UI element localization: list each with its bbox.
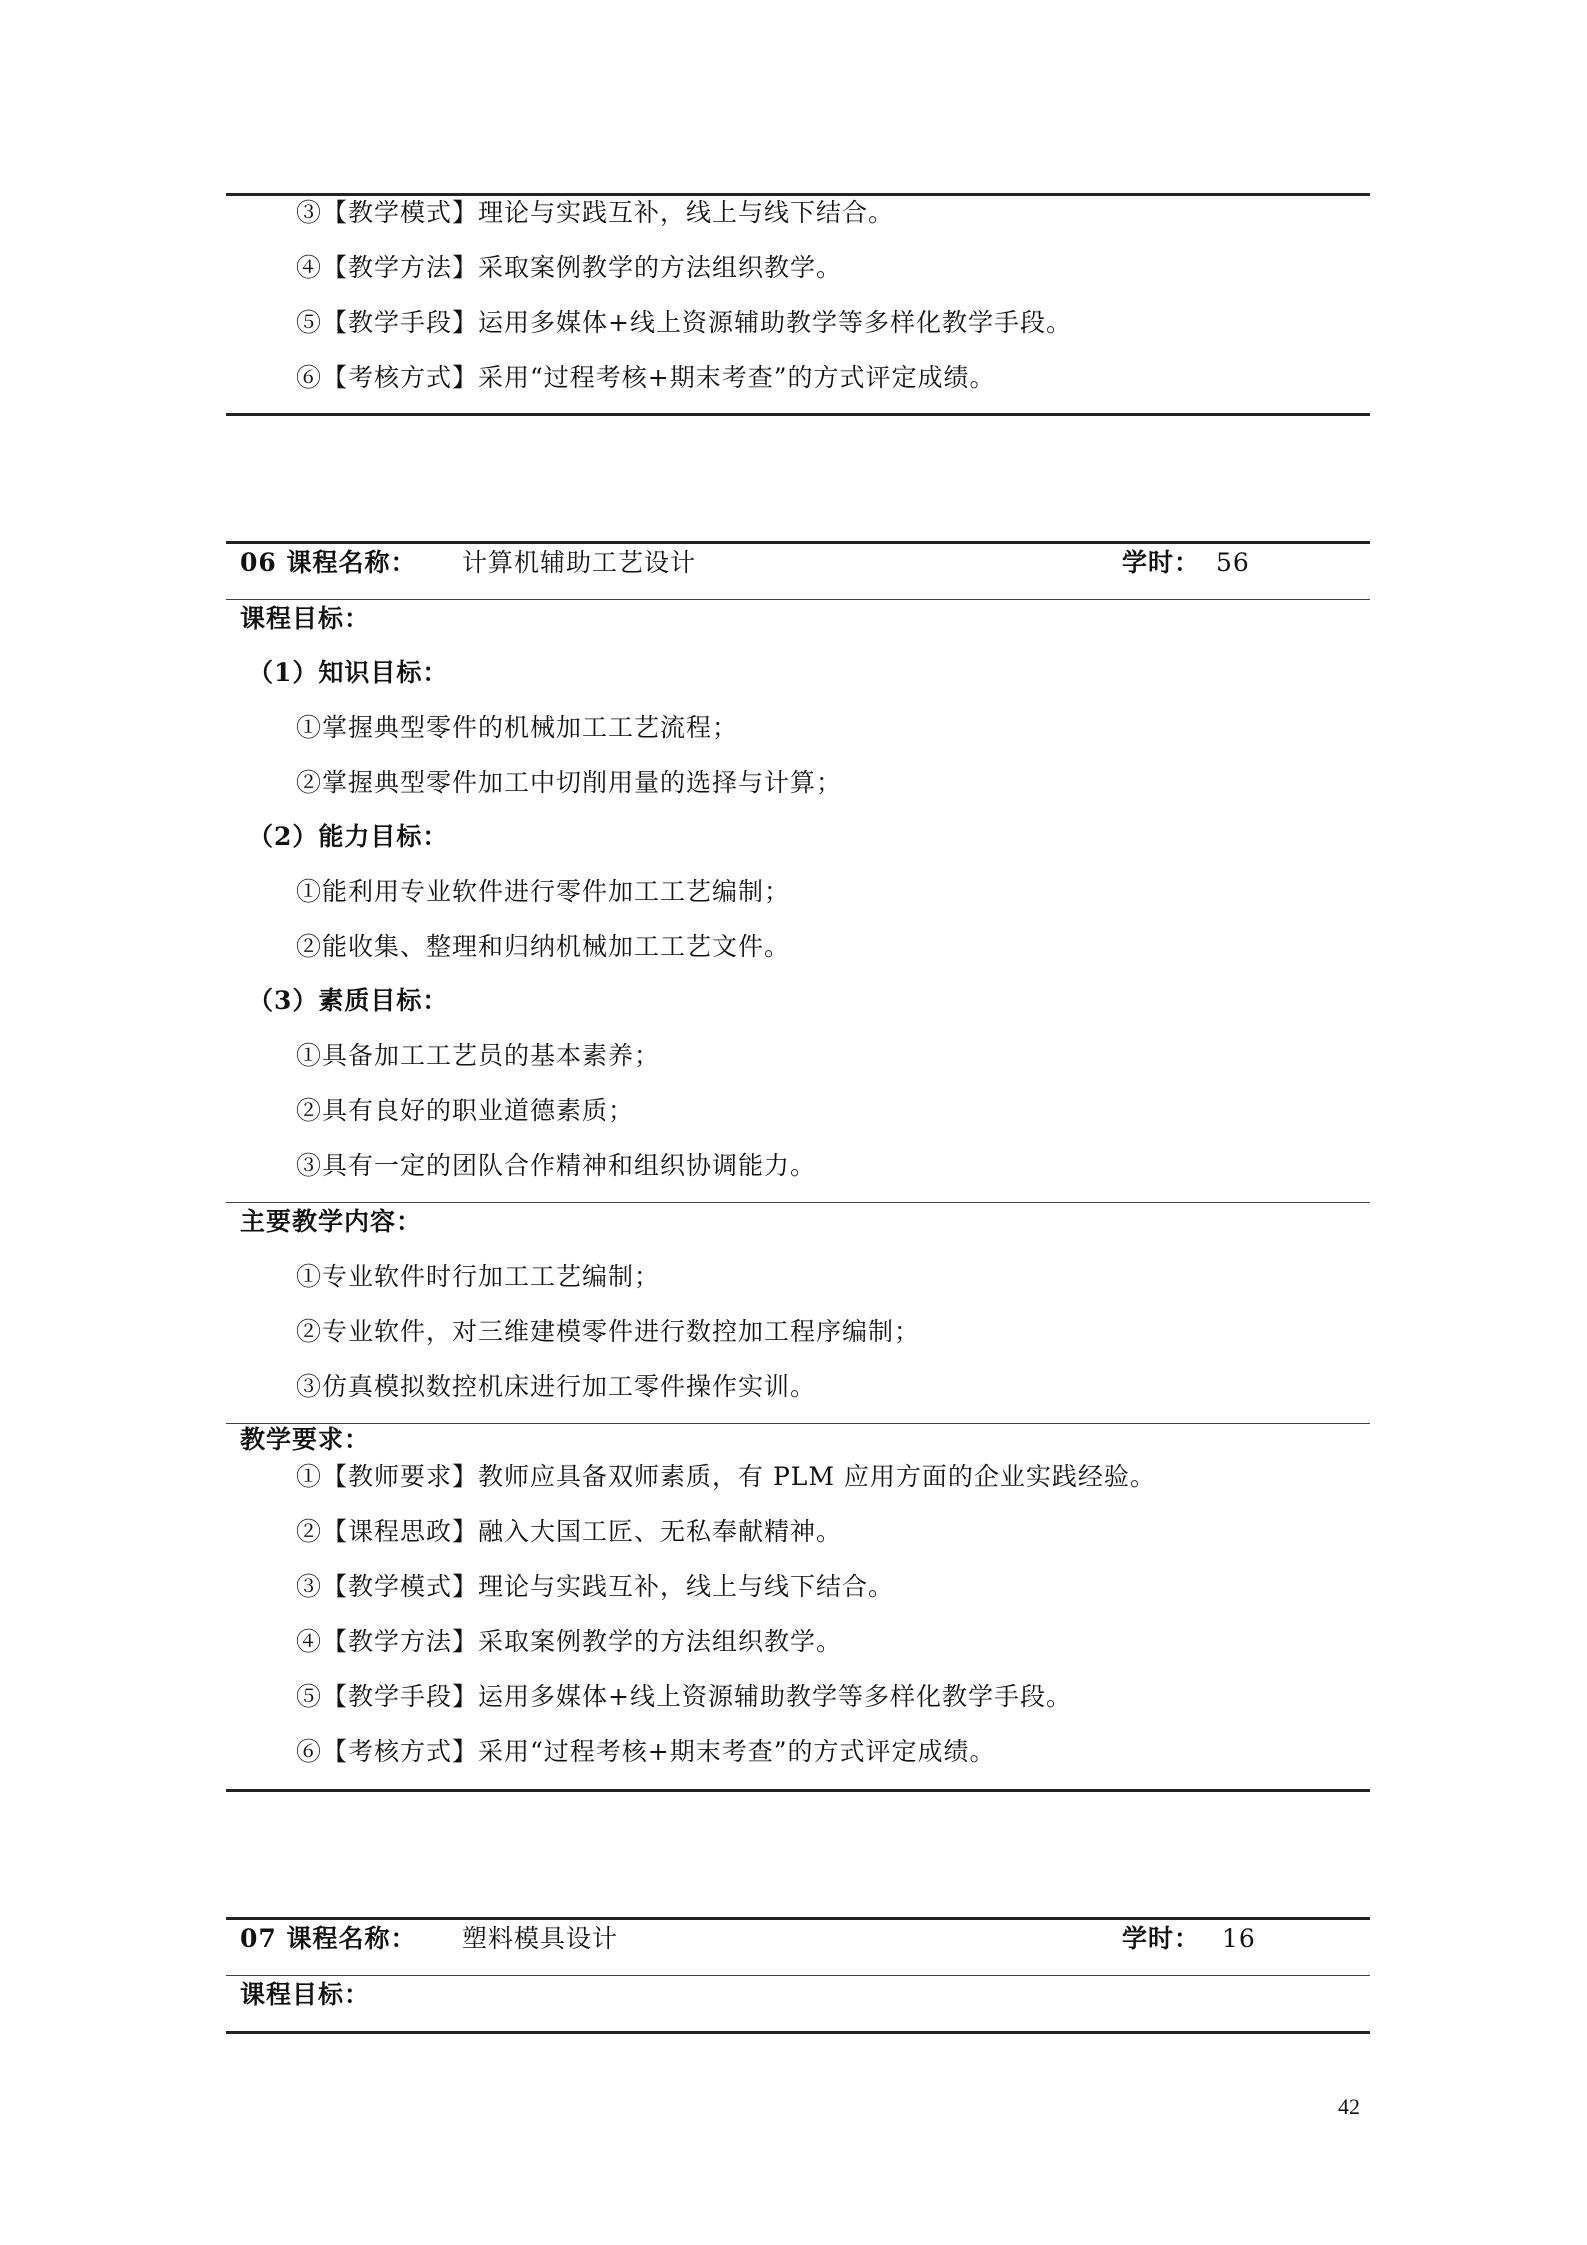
block05-bottom-rule	[226, 413, 1370, 416]
course06-ability-label: （2）能力目标：	[248, 822, 449, 851]
course06-req-item: ⑤【教学手段】运用多媒体+线上资源辅助教学等多样化教学手段。	[296, 1682, 1072, 1711]
course06-ability-item: ①能利用专业软件进行零件加工工艺编制；	[296, 877, 791, 906]
course06-content-item: ③仿真模拟数控机床进行加工零件操作实训。	[296, 1372, 817, 1401]
course07-header-rule	[226, 1975, 1370, 1976]
course06-content-item: ①专业软件时行加工工艺编制；	[296, 1262, 661, 1291]
course06-header-rule	[226, 599, 1370, 600]
course06-hours-label: 学时：	[1122, 548, 1201, 577]
course06-req-item: ③【教学模式】理论与实践互补，线上与线下结合。	[296, 1572, 895, 1601]
course06-content-label: 主要教学内容：	[240, 1207, 423, 1236]
course06-content-item: ②专业软件，对三维建模零件进行数控加工程序编制；	[296, 1317, 921, 1346]
course06-quality-label: （3）素质目标：	[248, 986, 449, 1015]
course07-hours: 16	[1222, 1924, 1256, 1953]
course06-req-label: 教学要求：	[240, 1425, 371, 1454]
course06-name: 计算机辅助工艺设计	[462, 548, 697, 577]
course06-quality-item: ①具备加工工艺员的基本素养；	[296, 1041, 661, 1070]
course07-hours-label: 学时：	[1122, 1924, 1201, 1953]
course06-top-rule	[226, 541, 1370, 544]
course06-goals-rule	[226, 1202, 1370, 1203]
course07-top-rule	[226, 1917, 1370, 1920]
course06-knowledge-item: ①掌握典型零件的机械加工工艺流程；	[296, 713, 739, 742]
block05-req-item: ④【教学方法】采取案例教学的方法组织教学。	[296, 253, 843, 282]
course06-req-item: ②【课程思政】融入大国工匠、无私奉献精神。	[296, 1517, 843, 1546]
block05-req-item: ③【教学模式】理论与实践互补，线上与线下结合。	[296, 198, 895, 227]
course06-req-item: ⑥【考核方式】采用“过程考核+期末考查”的方式评定成绩。	[296, 1737, 996, 1766]
course07-bottom-rule	[226, 2031, 1370, 2034]
course06-goals-label: 课程目标：	[240, 604, 371, 633]
course07-name-label: 07 课程名称：	[240, 1924, 417, 1953]
course06-knowledge-item: ②掌握典型零件加工中切削用量的选择与计算；	[296, 768, 843, 797]
course06-name-label: 06 课程名称：	[240, 548, 417, 577]
course07-goals-label: 课程目标：	[240, 1980, 371, 2009]
course06-ability-item: ②能收集、整理和归纳机械加工工艺文件。	[296, 932, 791, 961]
course06-req-item: ④【教学方法】采取案例教学的方法组织教学。	[296, 1627, 843, 1656]
course06-bottom-rule	[226, 1789, 1370, 1792]
course06-quality-item: ③具有一定的团队合作精神和组织协调能力。	[296, 1151, 817, 1180]
block05-req-item: ⑤【教学手段】运用多媒体+线上资源辅助教学等多样化教学手段。	[296, 308, 1072, 337]
course06-hours: 56	[1216, 548, 1250, 577]
page-number: 42	[1338, 2094, 1360, 2119]
course06-req-item: ①【教师要求】教师应具备双师素质，有 PLM 应用方面的企业实践经验。	[296, 1462, 1156, 1491]
course06-quality-item: ②具有良好的职业道德素质；	[296, 1096, 635, 1125]
course07-name: 塑料模具设计	[462, 1924, 619, 1953]
course06-knowledge-label: （1）知识目标：	[248, 658, 449, 687]
block05-req-item: ⑥【考核方式】采用“过程考核+期末考查”的方式评定成绩。	[296, 363, 996, 392]
course06-content-rule	[226, 1423, 1370, 1424]
